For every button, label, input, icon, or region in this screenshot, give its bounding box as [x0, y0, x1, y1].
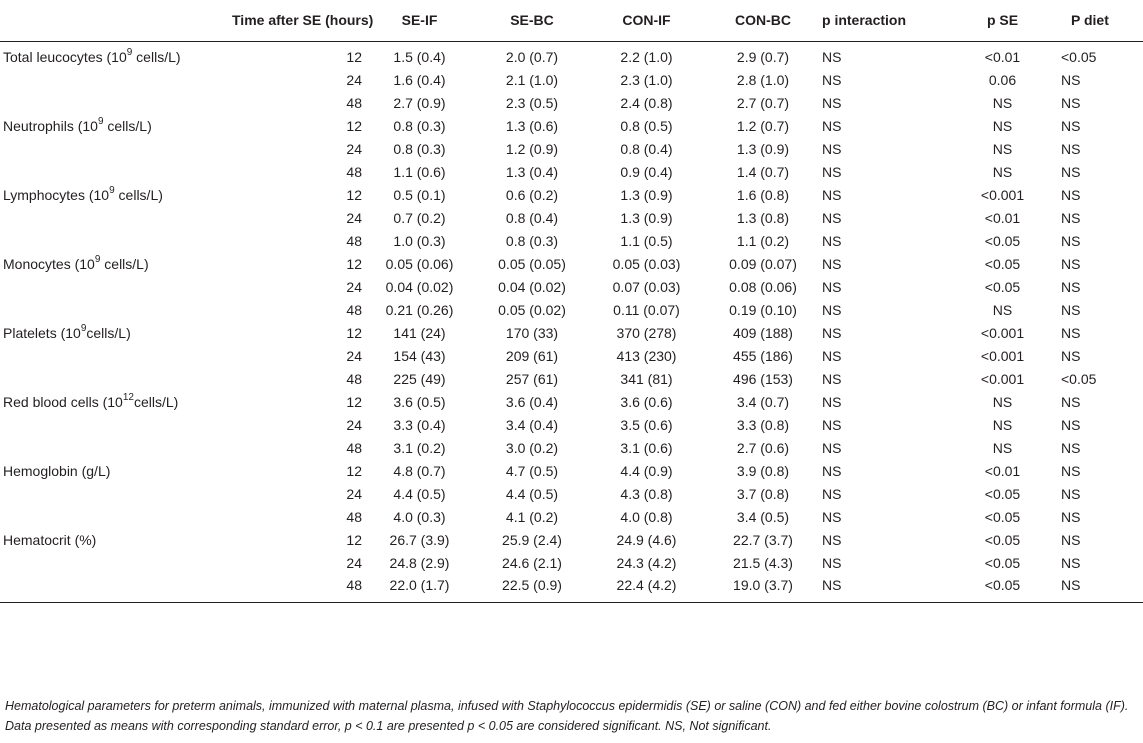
con-bc-cell: 1.2 (0.7) [736, 117, 790, 134]
p-diet-cell: NS [1061, 347, 1081, 364]
parameter-cell [0, 528, 232, 551]
se-if-cell: 1.5 (0.4) [393, 48, 446, 65]
con-if-cell: 3.1 (0.6) [620, 439, 673, 456]
parameter-unit-label: cells/L) [100, 255, 149, 272]
p-se-cell: <0.01 [984, 48, 1021, 65]
table-row [0, 367, 1143, 390]
p-diet-cell: NS [1061, 485, 1081, 502]
time-cell: 12 [346, 393, 362, 410]
table-row [0, 413, 1143, 436]
p-se-cell: <0.05 [984, 485, 1021, 502]
parameter-unit-exponent: 9 [94, 253, 101, 265]
se-if-cell: 24.8 (2.9) [389, 554, 450, 571]
parameter-cell [0, 91, 232, 114]
con-bc-cell: 2.9 (0.7) [736, 48, 790, 65]
p-se-cell: <0.05 [984, 232, 1021, 249]
se-bc-cell: 1.2 (0.9) [505, 140, 559, 157]
se-if-cell: 3.3 (0.4) [393, 416, 446, 433]
p-interaction-cell: NS [822, 439, 842, 456]
p-se-cell: NS [992, 94, 1013, 111]
p-se-cell: <0.001 [980, 186, 1025, 203]
p-diet-cell: NS [1061, 278, 1081, 295]
se-if-cell: 0.04 (0.02) [385, 278, 454, 295]
con-if-cell: 2.2 (1.0) [620, 48, 673, 65]
se-bc-cell: 25.9 (2.4) [502, 531, 562, 548]
p-se-cell: <0.001 [980, 347, 1025, 364]
con-bc-cell: 1.3 (0.9) [736, 140, 790, 157]
se-bc-cell: 1.3 (0.4) [505, 163, 559, 180]
se-bc-cell: 0.8 (0.3) [505, 232, 559, 249]
con-bc-cell: 1.1 (0.2) [736, 232, 790, 249]
parameter-label: Total leucocytes (10 [3, 48, 127, 65]
p-se-cell: <0.05 [984, 554, 1021, 571]
parameter-cell [0, 114, 232, 137]
time-cell: 24 [346, 416, 362, 433]
con-if-cell: 0.07 (0.03) [612, 278, 681, 295]
time-cell: 24 [346, 71, 362, 88]
con-bc-cell: 2.7 (0.6) [736, 439, 790, 456]
con-bc-cell: 3.3 (0.8) [736, 416, 790, 433]
parameter-cell [0, 137, 232, 160]
con-bc-cell: 1.6 (0.8) [736, 186, 790, 203]
parameter-cell [0, 551, 232, 574]
p-se-cell: NS [992, 393, 1013, 410]
se-if-cell: 225 (49) [393, 370, 446, 387]
con-bc-cell: 2.8 (1.0) [736, 71, 790, 88]
table-row [0, 551, 1143, 574]
time-cell: 24 [346, 140, 362, 157]
con-if-cell: 4.3 (0.8) [620, 485, 673, 502]
time-cell: 48 [346, 163, 362, 180]
p-interaction-cell: NS [822, 232, 842, 249]
time-cell: 12 [346, 462, 362, 479]
parameter-label: Neutrophils (10 [3, 117, 98, 134]
time-cell: 12 [346, 48, 362, 65]
time-cell: 48 [346, 301, 362, 318]
se-bc-cell: 22.5 (0.9) [502, 577, 562, 594]
p-interaction-cell: NS [822, 508, 842, 525]
se-if-cell: 0.7 (0.2) [393, 209, 446, 226]
parameter-cell [0, 482, 232, 505]
con-bc-cell: 19.0 (3.7) [733, 577, 793, 594]
parameter-unit-label: cells/L) [86, 324, 131, 341]
p-se-cell: <0.001 [980, 324, 1025, 341]
parameter-label: Platelets (10 [3, 324, 81, 341]
con-if-cell: 3.6 (0.6) [620, 393, 673, 410]
p-interaction-cell: NS [822, 278, 842, 295]
time-cell: 48 [346, 508, 362, 525]
table-row [0, 459, 1143, 482]
con-bc-cell: 3.4 (0.7) [736, 393, 790, 410]
p-se-cell: <0.05 [984, 508, 1021, 525]
con-if-cell: 1.3 (0.9) [620, 209, 673, 226]
con-if-cell: 24.9 (4.6) [616, 531, 677, 548]
header-row [0, 0, 1143, 41]
header-time: Time after SE (hours) [232, 12, 374, 29]
p-diet-cell: NS [1061, 554, 1081, 571]
con-bc-cell: 0.08 (0.06) [729, 278, 797, 295]
p-se-cell: NS [992, 439, 1013, 456]
con-if-cell: 4.0 (0.8) [620, 508, 673, 525]
se-bc-cell: 2.3 (0.5) [505, 94, 559, 111]
p-interaction-cell: NS [822, 531, 842, 548]
table-row [0, 160, 1143, 183]
parameter-label: Red blood cells (10 [3, 393, 123, 410]
p-interaction-cell: NS [822, 255, 842, 272]
con-if-cell: 0.8 (0.5) [620, 117, 673, 134]
table-row [0, 137, 1143, 160]
time-cell: 48 [346, 439, 362, 456]
con-bc-cell: 2.7 (0.7) [736, 94, 790, 111]
p-diet-cell: NS [1061, 324, 1081, 341]
time-cell: 12 [346, 324, 362, 341]
p-se-cell: <0.05 [984, 577, 1021, 594]
con-bc-cell: 455 (186) [733, 347, 793, 364]
table-row [0, 505, 1143, 528]
table-row [0, 114, 1143, 137]
p-diet-cell: NS [1061, 577, 1081, 594]
se-if-cell: 22.0 (1.7) [389, 577, 450, 594]
p-interaction-cell: NS [822, 117, 842, 134]
table-row [0, 436, 1143, 459]
se-bc-cell: 1.3 (0.6) [505, 117, 559, 134]
p-interaction-cell: NS [822, 140, 842, 157]
parameter-cell [0, 344, 232, 367]
se-bc-cell: 4.1 (0.2) [505, 508, 559, 525]
p-se-cell: 0.06 [988, 71, 1017, 88]
table-row [0, 321, 1143, 344]
table-header [0, 0, 1143, 41]
time-cell: 12 [346, 255, 362, 272]
p-diet-cell: NS [1061, 117, 1081, 134]
p-se-cell: NS [992, 117, 1013, 134]
time-cell: 24 [346, 554, 362, 571]
header-con-bc: CON-BC [735, 12, 791, 29]
se-if-cell: 0.8 (0.3) [393, 140, 446, 157]
con-bc-cell: 3.4 (0.5) [736, 508, 790, 525]
se-bc-cell: 4.4 (0.5) [505, 485, 559, 502]
time-cell: 12 [346, 531, 362, 548]
parameter-cell [0, 68, 232, 91]
parameter-cell [0, 206, 232, 229]
p-se-cell: <0.001 [980, 370, 1025, 387]
p-se-cell: NS [992, 163, 1013, 180]
p-se-cell: <0.01 [984, 209, 1021, 226]
se-bc-cell: 2.0 (0.7) [505, 48, 559, 65]
p-interaction-cell: NS [822, 324, 842, 341]
se-bc-cell: 2.1 (1.0) [505, 71, 559, 88]
table-row [0, 344, 1143, 367]
se-bc-cell: 0.04 (0.02) [498, 278, 566, 295]
se-if-cell: 1.1 (0.6) [393, 163, 446, 180]
p-diet-cell: NS [1061, 209, 1081, 226]
time-cell: 48 [346, 94, 362, 111]
p-diet-cell: NS [1061, 71, 1081, 88]
parameter-cell [0, 390, 232, 413]
con-bc-cell: 409 (188) [733, 324, 793, 341]
p-interaction-cell: NS [822, 347, 842, 364]
con-if-cell: 1.1 (0.5) [620, 232, 673, 249]
parameter-unit-exponent: 9 [126, 47, 133, 59]
p-diet-cell: NS [1061, 508, 1081, 525]
time-cell: 48 [346, 370, 362, 387]
table-row [0, 482, 1143, 505]
con-if-cell: 24.3 (4.2) [616, 554, 677, 571]
se-bc-cell: 209 (61) [505, 347, 559, 364]
con-if-cell: 0.05 (0.03) [612, 255, 681, 272]
parameter-unit-label: cells/L) [133, 393, 179, 410]
se-bc-cell: 257 (61) [505, 370, 559, 387]
se-if-cell: 3.1 (0.2) [393, 439, 446, 456]
con-bc-cell: 21.5 (4.3) [733, 554, 793, 571]
table-row [0, 275, 1143, 298]
parameter-cell [0, 321, 232, 344]
parameter-cell [0, 229, 232, 252]
time-cell: 12 [346, 186, 362, 203]
con-if-cell: 2.3 (1.0) [620, 71, 673, 88]
parameter-cell [0, 574, 232, 602]
time-cell: 24 [346, 209, 362, 226]
table-row [0, 252, 1143, 275]
parameter-label: Monocytes (10 [3, 255, 95, 272]
header-p-diet: P diet [1071, 12, 1109, 29]
se-if-cell: 1.6 (0.4) [393, 71, 446, 88]
p-diet-cell: NS [1061, 531, 1081, 548]
time-cell: 24 [346, 485, 362, 502]
p-diet-cell: NS [1061, 439, 1081, 456]
table-body [0, 41, 1143, 602]
p-diet-cell: NS [1061, 163, 1081, 180]
parameter-cell [0, 275, 232, 298]
se-if-cell: 26.7 (3.9) [389, 531, 450, 548]
se-bc-cell: 4.7 (0.5) [505, 462, 559, 479]
parameter-unit-label: cells/L) [132, 48, 181, 65]
parameter-cell [0, 183, 232, 206]
header-se-if: SE-IF [401, 12, 438, 29]
se-bc-cell: 0.05 (0.02) [498, 301, 566, 318]
p-interaction-cell: NS [822, 370, 842, 387]
se-if-cell: 4.8 (0.7) [393, 462, 446, 479]
p-interaction-cell: NS [822, 393, 842, 410]
header-parameter [0, 0, 232, 41]
con-bc-cell: 22.7 (3.7) [733, 531, 793, 548]
se-bc-cell: 3.0 (0.2) [505, 439, 559, 456]
table-row [0, 41, 1143, 68]
con-if-cell: 22.4 (4.2) [616, 577, 677, 594]
se-if-cell: 4.4 (0.5) [393, 485, 446, 502]
time-cell: 12 [346, 117, 362, 134]
p-diet-cell: NS [1061, 255, 1081, 272]
table-row [0, 183, 1143, 206]
parameter-cell [0, 436, 232, 459]
se-if-cell: 1.0 (0.3) [393, 232, 446, 249]
con-if-cell: 3.5 (0.6) [620, 416, 673, 433]
con-if-cell: 0.11 (0.07) [613, 301, 680, 318]
table-row [0, 574, 1143, 602]
se-if-cell: 141 (24) [393, 324, 446, 341]
con-if-cell: 341 (81) [620, 370, 673, 387]
p-diet-cell: NS [1061, 232, 1081, 249]
con-if-cell: 0.8 (0.4) [620, 140, 673, 157]
con-bc-cell: 0.09 (0.07) [729, 255, 797, 272]
parameter-cell [0, 160, 232, 183]
table-row [0, 68, 1143, 91]
con-bc-cell: 3.9 (0.8) [736, 462, 790, 479]
header-p-interaction: p interaction [822, 12, 907, 29]
table-row [0, 206, 1143, 229]
table-footnote: Hematological parameters for preterm animals, immunized with maternal plasma, infused with Staphylococcus epidermidis (SE) or saline (CON) and fed either bovine colostrum (BC) or infant formula (IF). Data presented as means with corresponding standard error, p < 0.1 are presented p < 0.05 are considered significant. NS, Not significant. [5, 699, 1129, 733]
parameter-cell [0, 41, 232, 68]
parameter-cell [0, 505, 232, 528]
table-row [0, 528, 1143, 551]
se-bc-cell: 170 (33) [505, 324, 559, 341]
p-interaction-cell: NS [822, 186, 842, 203]
se-bc-cell: 0.8 (0.4) [505, 209, 559, 226]
parameter-label: Lymphocytes (10 [3, 186, 110, 203]
parameter-label: Hematocrit (%) [3, 531, 97, 548]
table-row [0, 229, 1143, 252]
parameter-cell [0, 367, 232, 390]
parameter-unit-label: cells/L) [103, 117, 152, 134]
parameter-cell [0, 252, 232, 275]
parameter-unit-exponent: 9 [97, 115, 104, 127]
p-diet-cell: NS [1061, 301, 1081, 318]
p-se-cell: <0.05 [984, 278, 1021, 295]
se-bc-cell: 3.6 (0.4) [505, 393, 559, 410]
header-p-se: p SE [986, 12, 1019, 29]
con-bc-cell: 1.4 (0.7) [736, 163, 790, 180]
p-interaction-cell: NS [822, 163, 842, 180]
table-row [0, 91, 1143, 114]
p-diet-cell: NS [1061, 94, 1081, 111]
time-cell: 48 [346, 232, 362, 249]
p-interaction-cell: NS [822, 71, 842, 88]
p-se-cell: <0.01 [984, 462, 1021, 479]
se-if-cell: 0.21 (0.26) [385, 301, 454, 318]
p-interaction-cell: NS [822, 301, 842, 318]
p-interaction-cell: NS [822, 416, 842, 433]
parameter-cell [0, 459, 232, 482]
header-con-if: CON-IF [622, 12, 671, 29]
parameter-cell [0, 413, 232, 436]
parameter-unit-exponent: 9 [109, 184, 115, 196]
p-interaction-cell: NS [822, 209, 842, 226]
table-row [0, 298, 1143, 321]
con-if-cell: 0.9 (0.4) [620, 163, 673, 180]
con-bc-cell: 0.19 (0.10) [729, 301, 797, 318]
p-diet-cell: NS [1061, 462, 1081, 479]
p-se-cell: NS [992, 301, 1013, 318]
time-cell: 24 [346, 347, 362, 364]
con-bc-cell: 496 (153) [733, 370, 793, 387]
parameter-unit-exponent: 12 [122, 391, 134, 403]
se-if-cell: 0.05 (0.06) [385, 255, 454, 272]
se-if-cell: 0.8 (0.3) [393, 117, 446, 134]
p-interaction-cell: NS [822, 485, 842, 502]
parameter-cell [0, 298, 232, 321]
p-interaction-cell: NS [822, 94, 842, 111]
se-bc-cell: 0.05 (0.05) [498, 255, 566, 272]
p-interaction-cell: NS [822, 554, 842, 571]
con-if-cell: 1.3 (0.9) [620, 186, 673, 203]
p-diet-cell: <0.05 [1061, 370, 1097, 387]
con-if-cell: 4.4 (0.9) [620, 462, 673, 479]
con-bc-cell: 1.3 (0.8) [736, 209, 790, 226]
p-diet-cell: NS [1061, 186, 1081, 203]
p-diet-cell: NS [1061, 140, 1081, 157]
se-if-cell: 154 (43) [393, 347, 446, 364]
se-bc-cell: 24.6 (2.1) [502, 554, 562, 571]
p-interaction-cell: NS [822, 462, 842, 479]
parameter-unit-label: cells/L) [114, 186, 163, 203]
se-if-cell: 2.7 (0.9) [393, 94, 446, 111]
time-cell: 24 [346, 278, 362, 295]
p-se-cell: <0.05 [984, 531, 1021, 548]
time-cell: 48 [346, 577, 362, 594]
p-diet-cell: NS [1061, 393, 1081, 410]
se-if-cell: 3.6 (0.5) [393, 393, 446, 410]
p-interaction-cell: NS [822, 577, 842, 594]
header-se-bc: SE-BC [510, 12, 554, 29]
p-se-cell: NS [992, 140, 1013, 157]
table-row [0, 390, 1143, 413]
se-if-cell: 4.0 (0.3) [393, 508, 446, 525]
con-if-cell: 413 (230) [616, 347, 677, 364]
se-bc-cell: 0.6 (0.2) [505, 186, 559, 203]
p-diet-cell: <0.05 [1061, 48, 1097, 65]
p-se-cell: <0.05 [984, 255, 1021, 272]
se-if-cell: 0.5 (0.1) [393, 186, 446, 203]
parameter-label: Hemoglobin (g/L) [3, 462, 111, 479]
p-se-cell: NS [992, 416, 1013, 433]
p-diet-cell: NS [1061, 416, 1081, 433]
p-interaction-cell: NS [822, 48, 842, 65]
con-if-cell: 370 (278) [616, 324, 677, 341]
parameter-unit-exponent: 9 [80, 322, 87, 334]
con-bc-cell: 3.7 (0.8) [736, 485, 790, 502]
con-if-cell: 2.4 (0.8) [620, 94, 673, 111]
se-bc-cell: 3.4 (0.4) [505, 416, 559, 433]
